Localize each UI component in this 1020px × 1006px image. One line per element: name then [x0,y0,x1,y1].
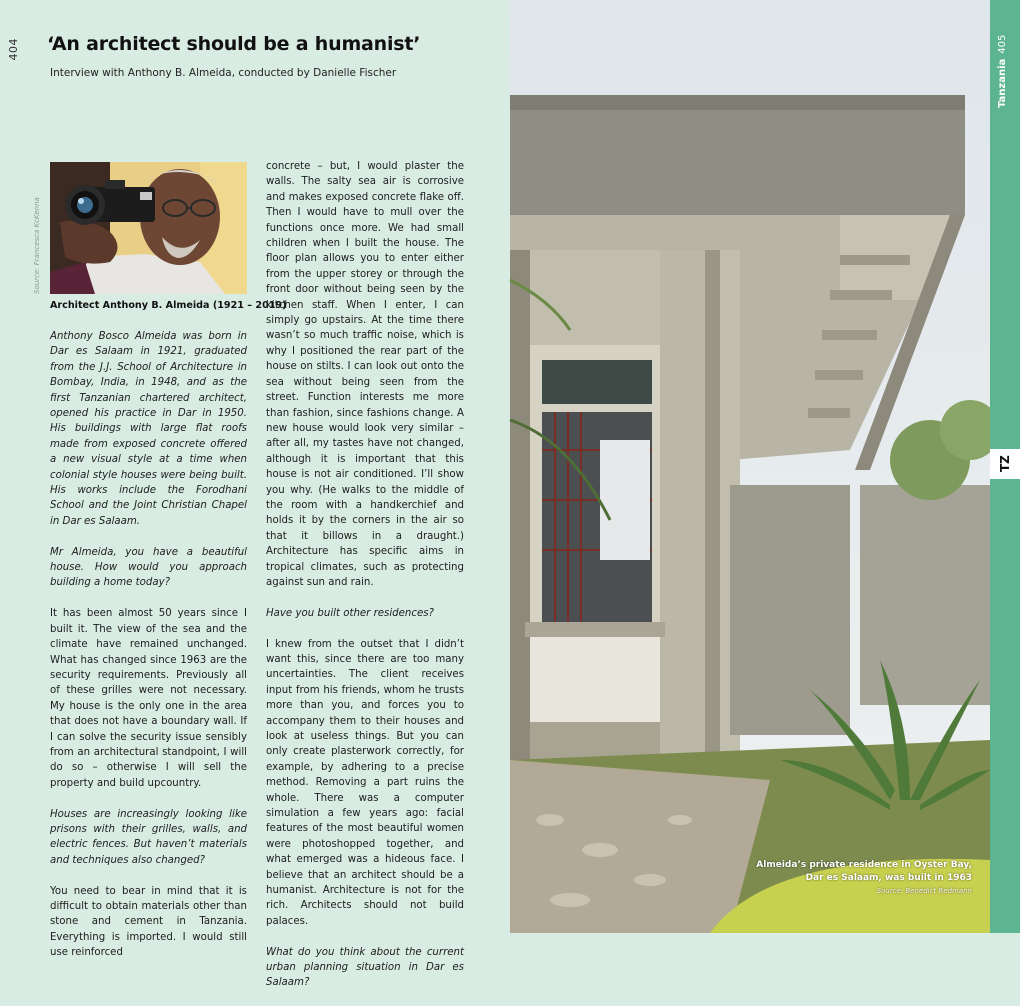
question-2: Houses are increasingly looking like prisons with their grilles, walls, and electric fences. But haven’t materials and techniques also changed? [50,808,247,866]
answer-1: It has been almost 50 years since I built it. The view of the sea and the climate have remained unchanged. What has changed since 1963 are the security requirements. Previously all of these grilles were not necessary. My house is the only one in the area that does not have a boundary wall. If I can solve the security issue sensibly from an architectural standpoint, I will do so – otherwise I will sell the property and build upcountry. [50,608,247,789]
portrait-illustration [50,162,247,294]
answer-2-start: You need to bear in mind that it is difficult to obtain materials other than stone and cement in Tanzania. Everything is imported. I would still use reinforced [50,885,247,959]
left-page [0,0,510,989]
article-title: ‘An architect should be a humanist’ [47,33,421,55]
answer-2-continued: concrete – but, I would plaster the walls. The salty sea air is corrosive and makes exposed concrete flake off. Then I would have to mull over the functions once more. We had small children when I built the house. The floor plan allows you to enter either from the upper storey or through the front door without being seen by the kitchen staff. When I enter, I can simply go upstairs. At the time there wasn’t so much traffic noise, which is why I positioned the rear part of the house on stilts. I can look out onto the sea without being seen from the street. Function interests me more than fashion, since fashions change. A new house would look very similar – after all, my tastes have not changed, although it is important that this house is not air conditioned. I’ll show you why. (He walks to the middle of the room with a handkerchief and holds it by the corners in the air so that it billows in a draught.) Architecture has specific aims in tropical climates, such as protecting against sun and rain. [266,161,464,588]
question-3: Have you built other residences? [266,607,434,619]
question-4: What do you think about the current urban planning situation in Dar es Salaam? [266,946,464,989]
right-page-photo [510,0,990,933]
side-tab-country: Tanzania [997,58,1008,108]
text-column-1 [50,329,247,976]
answer-3: I knew from the outset that I didn’t want this, since there are too many uncertainties. The client receives input from his friends, whom he trusts more than you, and forces you to accompany them to their houses and look at useless things. But you can only create plasterwork correctly, for example, by adhering to a precise method. Removing a part ruins the whole. There was a computer simulation a few years ago: facial features of the most beautiful women were photoshopped together, and what emerged was a hideous face. I believe that an architect should be a humanist. Architecture is not for the rich. Architects should not build palaces. [266,638,464,927]
article-subtitle: Interview with Anthony B. Almeida, conducted by Danielle Fischer [50,67,397,79]
intro-paragraph: Anthony Bosco Almeida was born in Dar es Salaam in 1921, graduated from the J.J. School of Architecture in Bombay, India, in 1948, and as the first Tanzanian chartered architect, opened his practice in Dar in 1950. His buildings with large flat roofs made from exposed concrete offered a new visual style at a time when colonial style houses were being built. His works include the Forodhani School and the Joint Christian Chapel in Dar es Salaam. [50,331,247,527]
portrait-caption: Architect Anthony B. Almeida (1921 – 2019) [50,300,287,311]
portrait-credit: Source: Francesca KcKenna [33,197,41,294]
photo-credit: Source: Benedict Redmann [876,887,972,895]
page-number-right: 405 [997,34,1008,54]
country-code-badge: TZ [990,449,1020,479]
photo-caption-line-1: Almeida’s private residence in Oyster Bay, [756,860,972,870]
photo-caption-line-2: Dar es Salaam, was built in 1963 [805,873,972,883]
photo-caption [756,859,972,885]
text-column-2 [266,159,464,1006]
question-1: Mr Almeida, you have a beautiful house. How would you approach building a home today? [50,546,247,589]
portrait-photo [50,162,247,294]
page-number-left: 404 [7,38,20,61]
house-illustration [510,0,990,933]
